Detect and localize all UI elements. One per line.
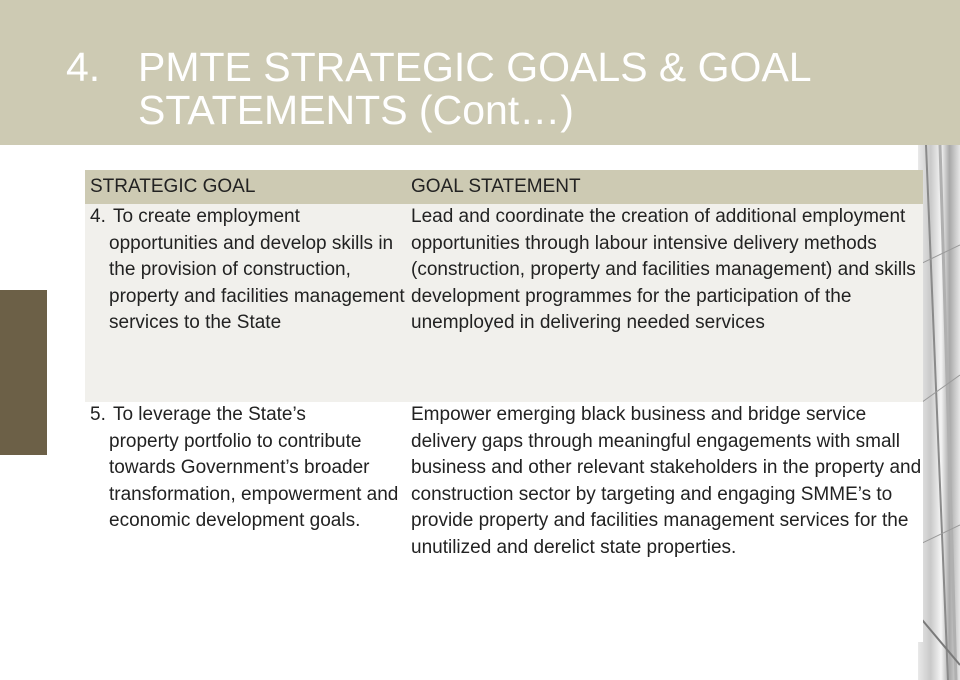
goal-first-text: To create employment — [112, 206, 300, 227]
slide-number: 4. — [66, 44, 101, 90]
decorative-building-image — [918, 145, 960, 680]
goal-number: 4. — [90, 206, 106, 227]
header-strategic-goal: STRATEGIC GOAL — [90, 176, 256, 197]
goal-statement-cell: Empower emerging black business and bridge service delivery gaps through meaningful engagements with small business and other relevant stakeholders in the property and construction sector by targeting and engaging SMME’s to provide property and facilities management services for the unutilized and derelict state properties. — [411, 404, 922, 558]
goal-statement-cell: Lead and coordinate the creation of additional employment opportunities through labour intensive delivery methods (construction, property and facilities management) and skills development programmes for the participation of the unemployed in delivering needed services — [411, 206, 916, 333]
side-accent-block — [0, 290, 47, 455]
goal-first-line — [90, 402, 411, 429]
goal-number: 5. — [90, 404, 106, 425]
slide-title — [66, 46, 938, 132]
goals-table — [85, 170, 923, 642]
table-header-row — [85, 170, 923, 204]
slide-title-text: PMTE STRATEGIC GOALS & GOAL STATEMENTS (Cont…) — [138, 44, 811, 133]
table-row — [85, 204, 923, 402]
strategic-goal-cell — [85, 402, 411, 642]
goal-first-text: To leverage the State’s — [112, 404, 306, 425]
goal-first-line — [90, 204, 411, 231]
table-row — [85, 402, 923, 642]
goal-continued-text: opportunities and develop skills in the provision of construction, property and facilities management services to the State — [109, 232, 405, 333]
goal-continued-text: property portfolio to contribute towards Government’s broader transformation, empowerment and economic development goals. — [109, 430, 399, 531]
header-goal-statement: GOAL STATEMENT — [411, 176, 581, 197]
strategic-goal-cell — [85, 204, 411, 402]
building-lines-graphic — [918, 145, 960, 680]
